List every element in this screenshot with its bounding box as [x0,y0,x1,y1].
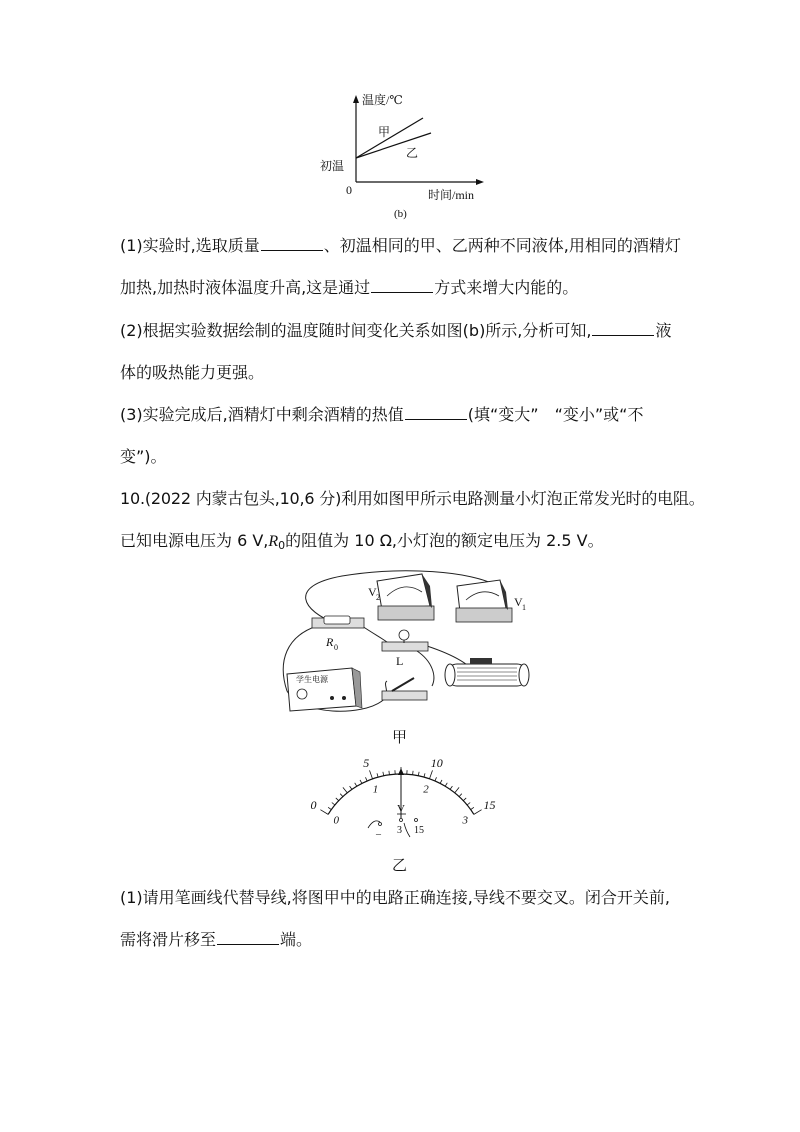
q10-1-text-a: (1)请用笔画线代替导线,将图甲中的电路正确连接,导线不要交叉。闭合开关前, [120,888,670,907]
dial-tick [383,772,384,776]
resistor-r0 [312,616,364,652]
dial-tick [440,780,442,784]
v2-label: V [368,585,377,599]
dial-tick [430,770,433,778]
q2-text-a: (2)根据实验数据绘制的温度随时间变化关系如图(b)所示,分析可知, [120,321,592,340]
dial-tick [336,798,339,801]
r0-label: R [326,635,334,649]
question-10-1-line-2 [120,930,700,950]
q2-text-b: 液 [655,321,672,340]
terminal-15-label: 15 [414,825,424,836]
terminal-minus-label: – [376,829,381,840]
dial-tick [424,773,425,777]
q1-text-d: 方式来增大内能的。 [434,278,579,297]
line-jia-label: 甲 [378,125,391,139]
question-2-line-2 [120,363,700,383]
dial-inner-label: 3 [462,814,468,827]
dial-inner-label: 0 [333,814,339,827]
dial-tick [450,786,452,789]
dial-tick [474,810,482,815]
dial-tick [435,777,437,781]
dial-inner-label: 2 [423,783,429,796]
x-axis-label: 时间/min [428,188,475,202]
voltmeter-v2 [368,574,434,620]
q1-text-a: (1)实验时,选取质量 [120,236,260,255]
r0-label-subscript: 0 [334,643,338,652]
dial-tick [355,783,357,786]
dial-tick [459,794,462,797]
temperature-time-graph [318,90,488,225]
dial-tick [463,798,466,801]
dial-tick [413,771,414,775]
dial-tick [418,772,419,776]
power-supply-label: 学生电源 [296,675,328,684]
answer-blank[interactable] [405,405,467,420]
dial-tick [467,803,470,806]
q10-text-a: 10.(2022 内蒙古包头,10,6 分)利用如图甲所示电路测量小灯泡正常发光时的电阻。 [120,489,705,508]
rheostat [445,658,529,686]
v2-subscript: 2 [376,593,380,602]
question-1-line-1 [120,236,700,256]
answer-blank[interactable] [592,321,654,336]
r0-subscript: 0 [278,539,286,552]
dial-outer-label: 5 [363,755,370,770]
dial-tick [370,770,373,778]
power-supply [287,668,362,711]
question-10-line-2 [120,531,700,556]
circuit-diagram [282,566,542,716]
dial-tick [455,787,459,793]
lamp [382,630,428,668]
dial-tick [377,773,378,777]
question-10-line-1 [120,489,705,509]
question-1-line-2 [120,278,700,298]
r0-symbol: R [268,533,279,550]
q1-text-b: 、初温相同的甲、乙两种不同液体,用相同的酒精灯 [323,236,681,255]
graph-caption: (b) [394,208,407,220]
initial-temp-label: 初温 [320,159,345,173]
v1-label: V [514,595,523,609]
dial-tick [332,803,335,806]
dial-tick [445,783,447,786]
dial-tick [389,771,390,775]
origin-label: 0 [346,183,352,197]
dial-outer-label: 0 [310,797,317,812]
question-10-1-line-1 [120,888,700,908]
answer-blank[interactable] [261,236,323,251]
y-axis-label: 温度/℃ [362,93,403,107]
dial-tick [471,807,474,809]
dial-tick [366,777,368,781]
q3-text-a: (3)实验完成后,酒精灯中剩余酒精的热值 [120,405,404,424]
q3-text-c: 变”)。 [120,447,167,466]
voltmeter-v1 [456,580,526,622]
q1-text-c: 加热,加热时液体温度升高,这是通过 [120,278,371,297]
question-2-line-1 [120,321,700,341]
dial-outer-label: 15 [483,797,496,812]
question-3-line-1 [120,405,700,425]
answer-blank[interactable] [371,278,433,293]
dial-tick [350,786,352,789]
answer-blank[interactable] [217,930,279,945]
line-yi-label: 乙 [406,146,419,160]
q10-text-b: 已知电源电压为 6 V, [120,531,269,550]
q3-text-b: (填“变大” “变小”或“不 [467,405,644,424]
q10-1-text-b: 需将滑片移至 [120,930,217,949]
dial-tick [320,810,328,815]
voltmeter-dial [310,740,496,840]
line-yi [356,133,431,158]
q2-text-c: 体的吸热能力更强。 [120,363,265,382]
question-3-line-2 [120,447,700,467]
dial-tick [340,794,343,797]
dial-unit: V [397,803,405,815]
lamp-label: L [396,654,404,668]
q10-text-c: 的阻值为 10 Ω,小灯泡的额定电压为 2.5 V。 [285,531,604,550]
dial-tick [328,807,331,809]
q10-1-text-c: 端。 [280,930,313,949]
dial-tick [360,780,362,784]
figure-jia-caption: 甲 [392,728,408,746]
v1-subscript: 1 [522,603,526,612]
figure-yi-caption: 乙 [392,856,408,874]
dial-outer-label: 10 [430,755,443,770]
terminal-3-label: 3 [397,825,402,836]
dial-tick [343,787,347,793]
switch [382,678,427,700]
dial-inner-label: 1 [372,783,379,796]
